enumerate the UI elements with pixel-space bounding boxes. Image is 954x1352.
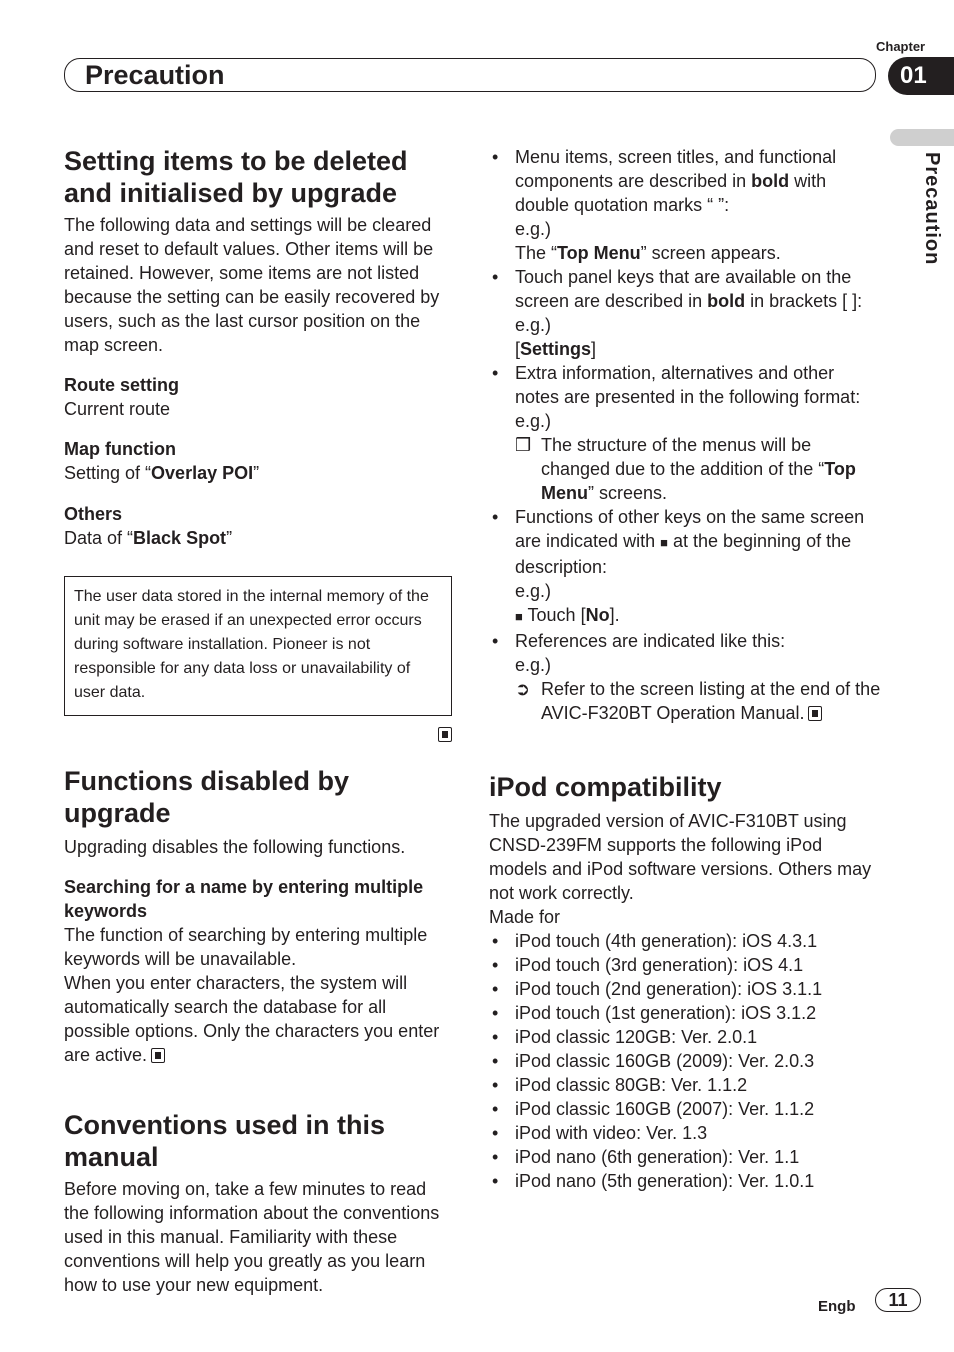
list-item: • iPod touch (3rd generation): iOS 4.1 (489, 953, 881, 977)
ipod-model-list (489, 929, 881, 1193)
list-item: • iPod touch (4th generation): iOS 4.3.1 (489, 929, 881, 953)
example: The “Top Menu” screen appears. (515, 243, 781, 263)
list-item: • iPod touch (1st generation): iOS 3.1.2 (489, 1001, 881, 1025)
side-tab-label: Precaution (921, 152, 943, 266)
list-item: • Menu items, screen titles, and functional components are described in bold with double quotation marks “ ”: (489, 145, 881, 217)
side-tab (890, 129, 954, 146)
item-title: Route setting (64, 375, 179, 395)
section-heading-ipod: iPod compatibility (489, 772, 722, 802)
section-intro: Before moving on, take a few minutes to read the following information about the conventions used in this manual. Familiarity with these conventions will help you greatly as you learn how to use your new equipment. (64, 1179, 440, 1295)
list-item: • iPod nano (6th generation): Ver. 1.1 (489, 1145, 881, 1169)
item-title: Map function (64, 439, 176, 459)
end-mark-icon (151, 1048, 165, 1063)
example: ❒ The structure of the menus will be changed due to the addition of the “Top Menu” screens. (515, 435, 856, 503)
header-bar (64, 58, 876, 92)
example-label: e.g.) (515, 411, 552, 431)
page-number: 11 (875, 1288, 921, 1312)
note-box: The user data stored in the internal memory of the unit may be erased if an unexpected error occurs during software installation. Pioneer is not responsible for any data loss or unavailability of user data. (64, 576, 452, 716)
subsection-title: Searching for a name by entering multiple keywords (64, 877, 424, 921)
example: ■ Touch [No]. (515, 605, 620, 625)
section-heading-functions-disabled: Functions disabled by upgrade (64, 766, 350, 828)
square-icon: ■ (515, 609, 523, 624)
list-item: • Functions of other keys on the same screen are indicated with ■ at the beginning of the description: (489, 505, 881, 579)
right-column (489, 145, 881, 1193)
list-item: • iPod nano (5th generation): Ver. 1.0.1 (489, 1169, 881, 1193)
example-label: e.g.) (515, 581, 552, 601)
section-heading-upgrade-items: Setting items to be deleted and initialised by upgrade (64, 146, 408, 208)
example-label: e.g.) (515, 315, 552, 335)
example-label: e.g.) (515, 219, 552, 239)
list-item: • iPod classic 120GB: Ver. 2.0.1 (489, 1025, 881, 1049)
list-item: • Extra information, alternatives and other notes are presented in the following format: (489, 361, 881, 409)
section-intro: The following data and settings will be cleared and reset to default values. Other items will be retained. However, some items are not listed because the setting can be easily recovered by users, such as the last cursor position on the map screen. (64, 215, 440, 355)
list-item: • iPod touch (2nd generation): iOS 3.1.1 (489, 977, 881, 1001)
section-intro: The upgraded version of AVIC-F310BT using CNSD-239FM supports the following iPod models and iPod software versions. Others may not work correctly. (489, 811, 872, 903)
paragraph: The function of searching by entering multiple keywords will be unavailable. (64, 925, 428, 969)
example: ➲ Refer to the screen listing at the end of the AVIC-F320BT Operation Manual. (515, 679, 881, 723)
header-title: Precaution (85, 60, 225, 90)
example-label: e.g.) (515, 655, 552, 675)
chapter-label: Chapter (876, 39, 926, 54)
footer-language: Engb (818, 1298, 856, 1315)
list-item: • Touch panel keys that are available on the screen are described in bold in brackets [ ]: (489, 265, 881, 313)
note-box-icon: ❒ (515, 435, 532, 455)
made-for-label: Made for (489, 907, 561, 927)
list-item: • iPod classic 80GB: Ver. 1.1.2 (489, 1073, 881, 1097)
section-intro: Upgrading disables the following functions. (64, 837, 406, 857)
example: [Settings] (515, 339, 597, 359)
list-item: • References are indicated like this: (489, 629, 881, 653)
end-mark-icon (808, 706, 822, 721)
list-item: • iPod classic 160GB (2009): Ver. 2.0.3 (489, 1049, 881, 1073)
item-value: Data of “Black Spot” (64, 528, 233, 548)
paragraph: When you enter characters, the system will automatically search the database for all possible options. Only the characters you enter are active. (64, 973, 440, 1065)
section-heading-conventions: Conventions used in this manual (64, 1110, 386, 1172)
item-value: Setting of “Overlay POI” (64, 463, 260, 483)
end-mark-icon (438, 727, 452, 742)
square-icon: ■ (660, 535, 668, 550)
item-value: Current route (64, 399, 171, 419)
arrow-reference-icon: ➲ (515, 679, 531, 699)
chapter-number: 01 (888, 57, 954, 95)
left-column (64, 145, 452, 1297)
list-item: • iPod with video: Ver. 1.3 (489, 1121, 881, 1145)
list-item: • iPod classic 160GB (2007): Ver. 1.1.2 (489, 1097, 881, 1121)
item-title: Others (64, 504, 123, 524)
